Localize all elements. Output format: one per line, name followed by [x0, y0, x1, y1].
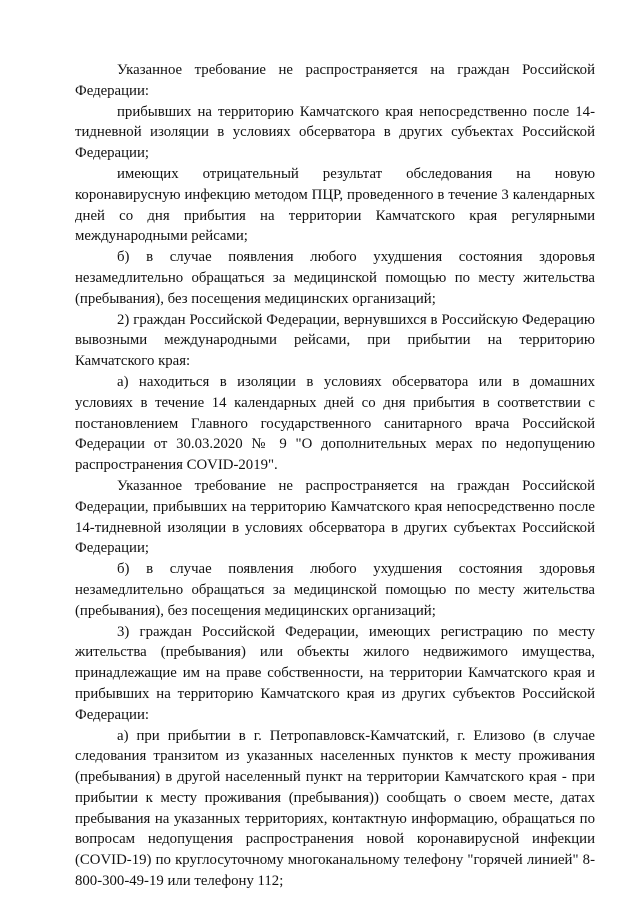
paragraph-item-2-returning-citizens: 2) граждан Российской Федерации, вернувшихся в Российскую Федерацию вывозными международными рейсами, при прибытии на территорию Камчатского края: — [75, 311, 595, 370]
paragraph-health-worsening: б) в случае появления любого ухудшения состояния здоровья незамедлительно обращаться за медицинской помощью по месту жительства (пребывания), без посещения медицинских организаций; — [75, 249, 595, 307]
document-body — [75, 60, 595, 892]
paragraph-arrival-hotline: а) при прибытии в г. Петропавловск-Камчатский, г. Елизово (в случае следования транзитом из указанных населенных пунктов к месту проживания (пребывания) в другой населенный пункт на территории Камчатского края - при прибытии к месту проживания (пребывания)) сообщать о своем месте, датах пребывания на указанных территориях, контактную информацию, обращаться по вопросам недопущения распространения новой коронавирусной инфекции (COVID-19) по круглосуточному многоканальному телефону "горячей линией" 8-800-300-49-19 или телефону 112; — [75, 727, 595, 890]
paragraph-isolation-14-days: а) находиться в изоляции в условиях обсерватора или в домашних условиях в течение 14 календарных дней со дня прибытия в соответствии с постановлением Главного государственного санитарного врача Российской Федерации от 30.03.2020 № 9 "О дополнительных мерах по недопущению распространения COVID-2019". — [75, 373, 595, 474]
paragraph-pcr-exemption: имеющих отрицательный результат обследования на новую коронавирусную инфекцию методом ПЦР, проведенного в течение 3 календарных дней со дня прибытия на территории Камчатского края регулярными международными рейсами; — [75, 165, 595, 245]
paragraph-exemption-intro: Указанное требование не распространяется на граждан Российской Федерации: — [75, 62, 595, 99]
paragraph-health-worsening-2: б) в случае появления любого ухудшения состояния здоровья незамедлительно обращаться за медицинской помощью по месту жительства (пребывания), без посещения медицинских организаций; — [75, 561, 595, 619]
paragraph-isolation-exemption: прибывших на территорию Камчатского края непосредственно после 14-тидневной изоляции в условиях обсерватора в других субъектах Российской Федерации; — [75, 103, 595, 162]
paragraph-item-3-registered-citizens: 3) граждан Российской Федерации, имеющих регистрацию по месту жительства (пребывания) или объекты жилого недвижимого имущества, принадлежащие им на праве собственности, на территории Камчатского края и прибывших на территорию Камчатского края из других субъектов Российской Федерации: — [75, 623, 595, 723]
paragraph-exemption-observatory: Указанное требование не распространяется на граждан Российской Федерации, прибывших на территорию Камчатского края непосредственно после 14-тидневной изоляции в условиях обсерватора в других субъектах Российской Федерации; — [75, 477, 595, 557]
